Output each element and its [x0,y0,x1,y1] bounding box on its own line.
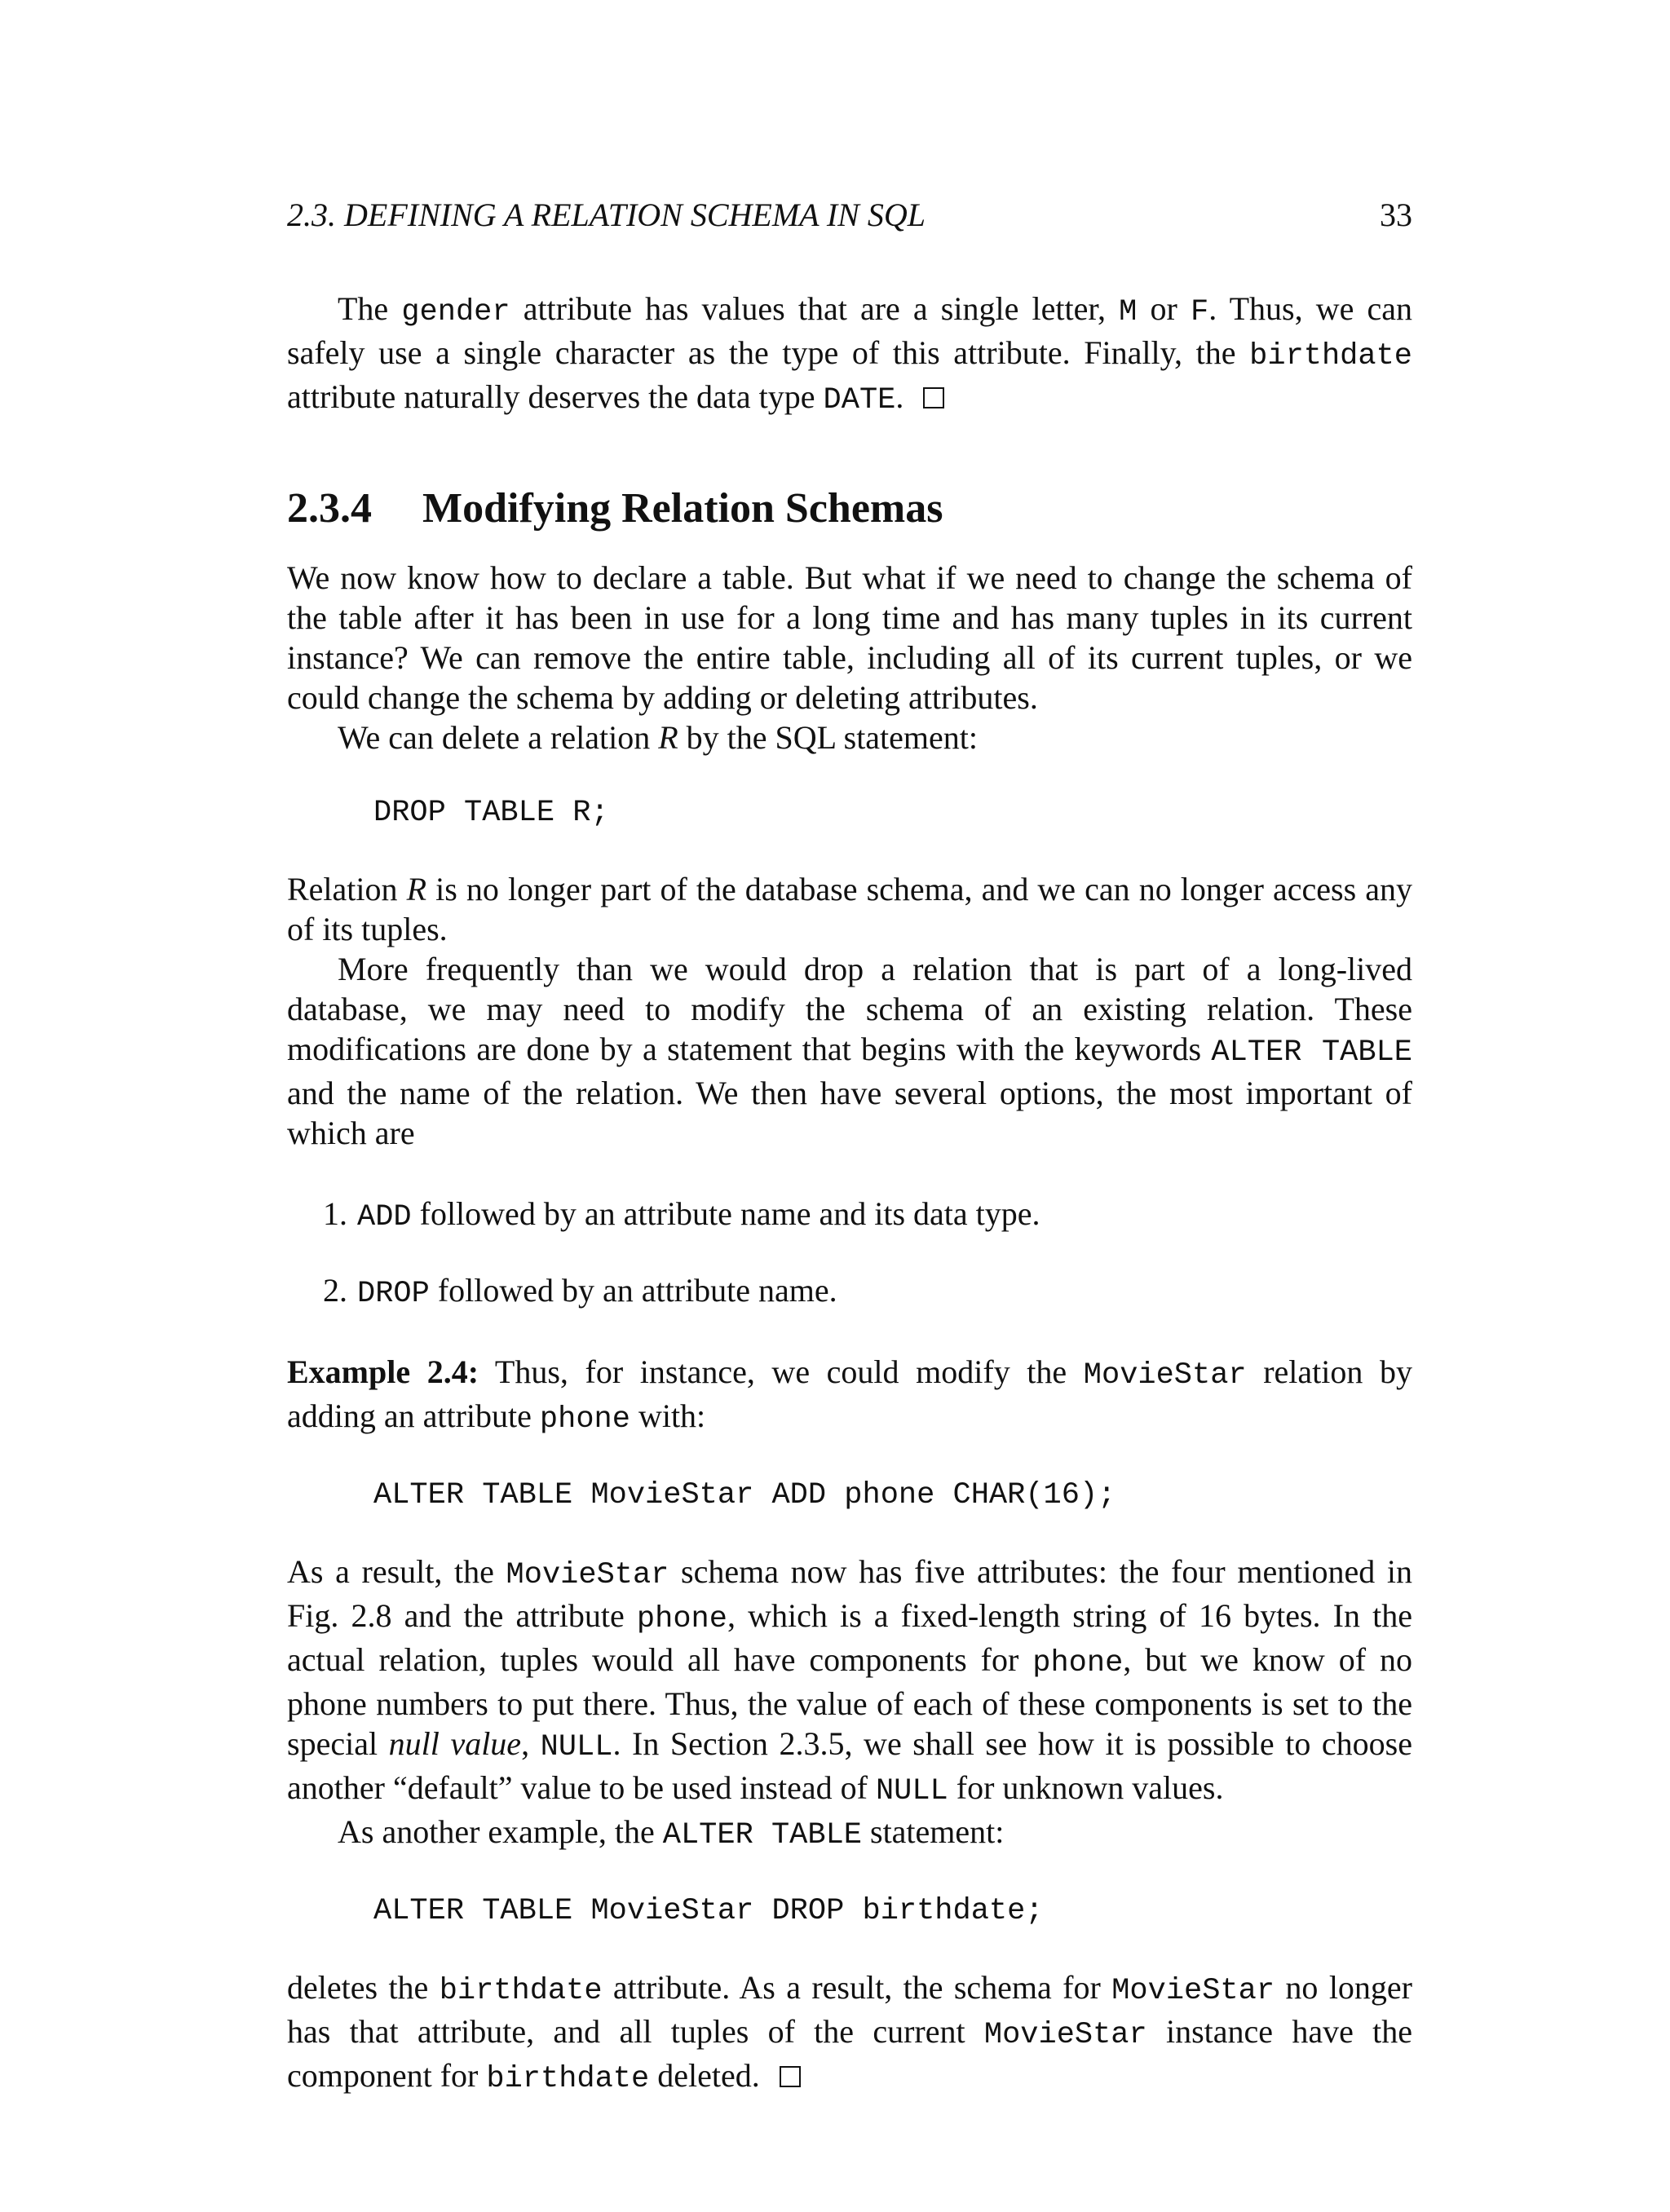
text: relation by adding an attribute [287,1353,1413,1434]
text: Thus, for instance, we could modify the [479,1353,1084,1390]
text: attribute naturally deserves the data type [287,378,824,415]
code-term: MovieStar [506,1558,669,1592]
paragraph-result-add [287,1552,1412,1812]
paragraph-intro: We now know how to declare a table. But what if we need to change the schema of the table after it has been in use for a long time and has many tuples in its current instance? We can remove the entire table, including all of its current tuples, or we could change the schema by adding or deleting attributes. [287,559,1412,716]
list-number: 2. [323,1272,347,1309]
paragraph-relation-removed [287,869,1412,949]
text: attribute. As a result, the schema for [602,1969,1112,2006]
running-header-title: 2.3. DEFINING A RELATION SCHEMA IN SQL [287,196,926,233]
code-term: NULL [540,1730,613,1764]
text: As a result, the [287,1553,506,1590]
running-header [287,196,1412,234]
options-list [287,1194,1412,1314]
text: attribute has values that are a single letter, [510,290,1120,327]
example-paragraph [287,1352,1412,1440]
text: , which is a fixed-length string of 16 bytes. In the actual relation, tuples would all have components for [287,1597,1412,1678]
code-term: ALTER TABLE [1211,1035,1413,1070]
code-term: birthdate [1249,339,1412,373]
math-variable: R [406,871,427,907]
page-number: 33 [1380,196,1412,233]
list-item [287,1270,1412,1314]
paragraph-result-drop [287,1967,1412,2099]
text: More frequently than we would drop a relation that is part of a long-lived database, we may need to modify the schema of an existing relation. These modifications are done by a statement that begins with the keywords [287,951,1412,1067]
example-label: Example 2.4: [287,1353,479,1390]
code-term: MovieStar [1083,1358,1247,1393]
code-term: ALTER TABLE [662,1818,862,1852]
code-term: phone [539,1402,630,1437]
text: followed by an attribute name and its data type. [411,1195,1040,1232]
code-term: MovieStar [983,2018,1147,2052]
text: schema now has five attributes: the four mentioned in Fig. 2.8 and the attribute [287,1553,1412,1634]
text: followed by an attribute name. [429,1272,837,1309]
text: instance have the component for [287,2013,1413,2094]
paragraph-another-example [287,1812,1412,1856]
text: no longer has that attribute, and all tuples of the current [287,1969,1412,2050]
code-term: M [1119,295,1138,329]
text: , but we know of no phone numbers to put there. Thus, the value of each of these components is set to the special [287,1641,1412,1762]
code-term: DATE [823,383,896,417]
text: As another example, the [338,1813,663,1850]
text: , [521,1725,541,1762]
code-block-drop-table: DROP TABLE R; [373,796,609,830]
text: The [338,290,402,327]
code-block-drop-birthdate: ALTER TABLE MovieStar DROP birthdate; [373,1894,1044,1928]
section-heading [287,484,1412,533]
code-term: birthdate [439,1974,603,2008]
end-of-example-box-icon [923,387,944,408]
text: statement: [862,1813,1005,1850]
text: for unknown values. [948,1769,1224,1806]
paragraph-gender-attribute [287,289,1412,421]
list-text [357,1194,1040,1238]
code-term: NULL [875,1774,948,1808]
text: deletes the [287,1969,440,2006]
list-text [357,1270,837,1314]
section-number: 2.3.4 [287,485,372,532]
section-title: Modifying Relation Schemas [422,485,943,532]
text: by the SQL statement: [678,719,979,756]
code-term: MovieStar [1111,1974,1275,2008]
text: and the name of the relation. We then have several options, the most important of which are [287,1075,1412,1151]
text: We can delete a relation [338,719,659,756]
page-body [287,289,1412,2099]
math-variable: R [658,719,678,756]
text: is no longer part of the database schema, and we can no longer access any of its tuples. [287,871,1413,947]
paragraph-alter-table [287,949,1412,1153]
text: . In Section 2.3.5, we shall see how it is possible to choose another “default” value to be used instead of [287,1725,1412,1806]
code-term: DROP [357,1277,430,1311]
list-item [287,1194,1412,1238]
code-block-add-phone: ALTER TABLE MovieStar ADD phone CHAR(16); [373,1478,1116,1512]
text: . Thus, we can safely use a single character as the type of this attribute. Finally, the [287,290,1412,371]
emphasis: null value [388,1725,522,1762]
paragraph-delete-relation [287,717,1412,757]
code-term: gender [401,295,510,329]
text: Relation [287,871,407,907]
text: with: [630,1397,706,1434]
code-term: phone [1032,1646,1124,1680]
text: or [1137,290,1191,327]
text: . [895,378,904,415]
code-term: birthdate [486,2062,650,2096]
code-term: phone [636,1602,727,1636]
code-term: F [1190,295,1209,329]
code-term: ADD [357,1200,412,1234]
text: deleted. [649,2057,760,2094]
end-of-example-box-icon [780,2066,801,2087]
list-number: 1. [323,1195,347,1232]
